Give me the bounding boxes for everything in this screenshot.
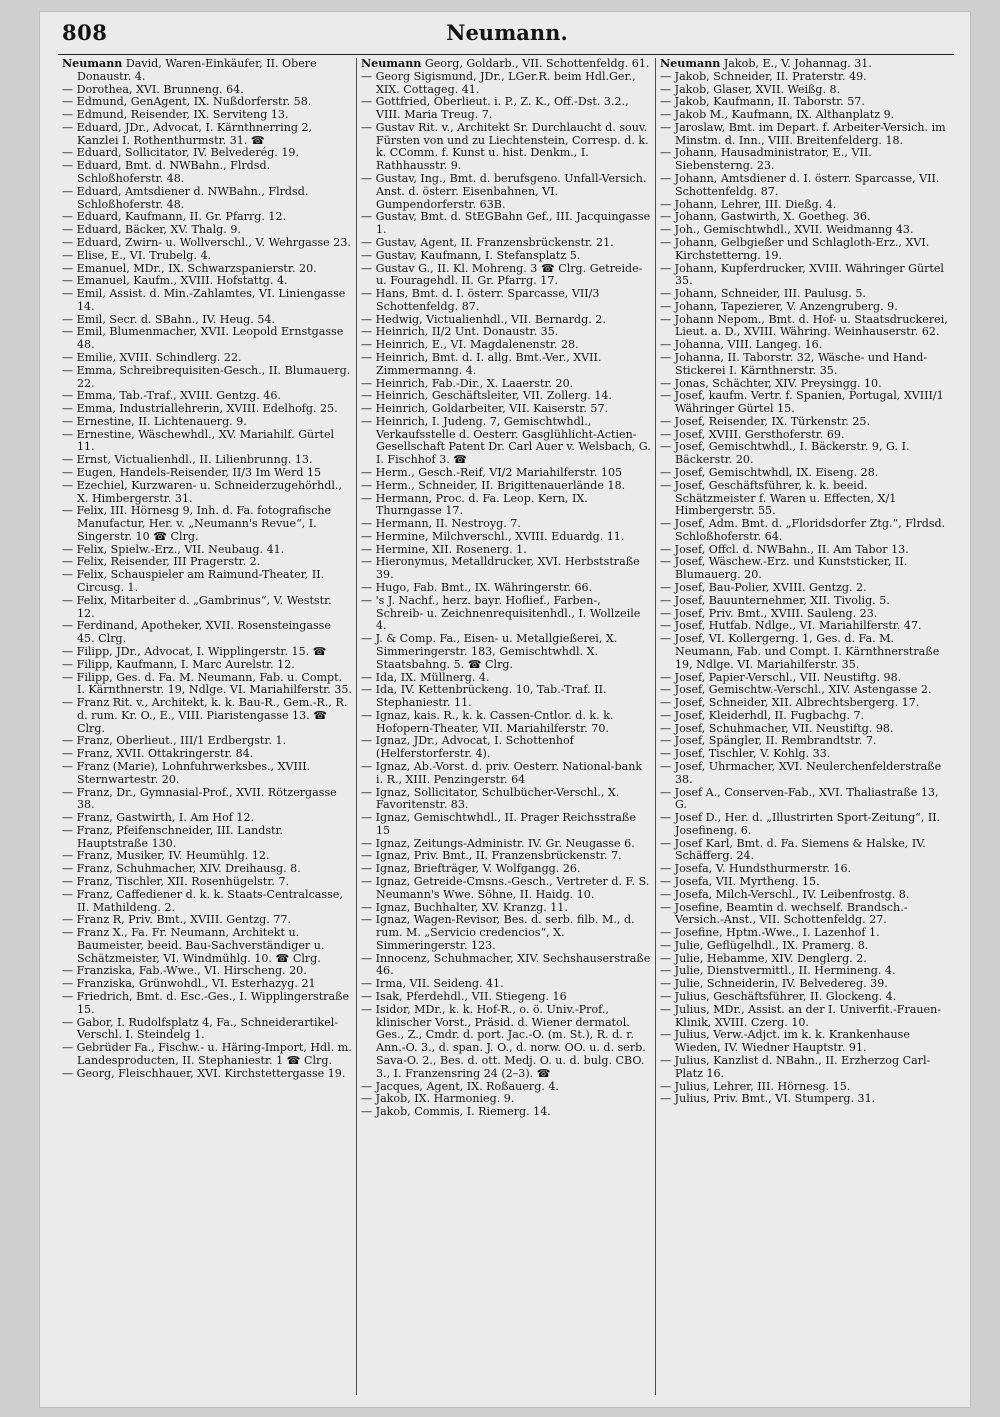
directory-entry <box>361 735 651 761</box>
entry-text: — Felix, Spielw.-Erz., VII. Neubaug. 41. <box>62 542 285 556</box>
entry-text: — Hans, Bmt. d. I. österr. Sparcasse, VII/3 Schottenfeldg. 87. <box>361 287 600 313</box>
entry-text: — Friedrich, Bmt. d. Esc.-Ges., I. Wipplingerstraße 15. <box>62 990 350 1016</box>
entry-text: — Josef, Geschäftsführer, k. k. beeid. Schätzmeister f. Waren u. Effecten, X/1 Himbergerstr. 55. <box>660 478 897 518</box>
directory-entry <box>62 429 352 455</box>
directory-entry <box>62 186 352 212</box>
directory-entry <box>660 122 950 148</box>
entry-text: — Julius, Kanzlist d. NBahn., II. Erzherzog Carl-Platz 16. <box>660 1053 931 1080</box>
entry-text: — Josef, kaufm. Vertr. f. Spanien, Portugal, XVIII/1 Währinger Gürtel 15. <box>660 389 944 416</box>
entry-text: — Hermann, Proc. d. Fa. Leop. Kern, IX. Thurngasse 17. <box>361 491 588 518</box>
entry-text: — Josef, Uhrmacher, XVI. Neulerchenfelderstraße 38. <box>660 759 942 786</box>
directory-entry <box>62 889 352 915</box>
entry-text: — Ignaz, Gemischtwhdl., II. Prager Reichsstraße 15 <box>361 811 636 837</box>
directory-entry <box>660 1093 950 1106</box>
entry-text: — Isak, Pferdehdl., VII. Stiegeng. 16 <box>361 990 567 1004</box>
entry-text: — Franz X., Fa. Fr. Neumann, Architekt u. Baumeister, beeid. Bau-Sachverständiger u. Schätzmeister, VI. Windmühlg. 10. ☎ Clrg. <box>62 926 325 965</box>
entry-text: — Gebrüder Fa., Fischw.- u. Häring-Import, Hdl. m. Landesproducten, II. Stephaniestr. 1 ☎ Clrg. <box>62 1041 352 1067</box>
directory-entry <box>62 122 352 148</box>
directory-page <box>40 12 970 1407</box>
entry-text: — Franz R, Priv. Bmt., XVIII. Gentzg. 77. <box>62 913 291 927</box>
entry-text: — Georg Sigismund, JDr., LGer.R. beim Hdl.Ger., XIX. Cottageg. 41. <box>361 69 636 96</box>
entry-text: — Emil, Blumenmacher, XVII. Leopold Ernstgasse 48. <box>62 325 344 352</box>
entry-text: — Franz, Caffediener d. k. k. Staats-Centralcasse, II. Mathildeng. 2. <box>62 887 343 914</box>
directory-entry <box>62 58 352 84</box>
directory-entry <box>361 787 651 813</box>
entry-text: — Elise, E., VI. Trubelg. 4. <box>62 248 212 262</box>
entry-text: — Georg, Fleischhauer, XVI. Kirchstettergasse 19. <box>62 1066 346 1080</box>
entry-text: — Ignaz, Ab.-Vorst. d. priv. Oesterr. National-bank i. R., XIII. Penzingerstr. 64 <box>361 759 643 786</box>
entry-text: — Josef, Gemischtwhdl., I. Bäckerstr. 9, G. I. Bäckerstr. 20. <box>660 440 910 467</box>
entry-text: — Josef, Bau-Polier, XVIII. Gentzg. 2. <box>660 581 867 595</box>
directory-entry <box>660 1029 950 1055</box>
entry-text: — Josef, XVIII. Gersthoferstr. 69. <box>660 427 845 441</box>
running-head: Neumann. <box>446 20 568 45</box>
directory-entry <box>361 914 651 952</box>
directory-entry <box>660 441 950 467</box>
directory-entry <box>62 365 352 391</box>
entry-text: — Josef, Tischler, V. Kohlg. 33. <box>660 747 831 761</box>
entry-text: — Johann Nepom., Bmt. d. Hof- u. Staatsdruckerei, Lieut. a. D., XVIII. Währing. Weinhauserstr. 62. <box>660 312 948 339</box>
page-number: 808 <box>62 20 108 45</box>
directory-entry <box>660 556 950 582</box>
entry-text: — Eduard, Zwirn- u. Wollverschl., V. Wehrgasse 23. <box>62 235 351 249</box>
entry-text: — Felix, Mitarbeiter d. „Gambrinus“, V. Weststr. 12. <box>62 593 332 620</box>
directory-entry <box>660 812 950 838</box>
entry-text: — Irma, VII. Seideng. 41. <box>361 977 504 991</box>
entry-text: — Johanna, VIII. Langeg. 16. <box>660 338 823 352</box>
directory-entry <box>361 173 651 211</box>
entry-text: — Franz, Gastwirth, I. Am Hof 12. <box>62 811 255 825</box>
entry-text: — Josef, Offcl. d. NWBahn., II. Am Tabor 13. <box>660 542 909 556</box>
entry-text: — Franziska, Fab.-Wwe., VI. Hirscheng. 20. <box>62 964 307 978</box>
entry-text: — Ignaz, kais. R., k. k. Cassen-Cntlor. d. k. k. Hofopern-Theater, VII. Mariahilferstr. 70. <box>361 708 614 735</box>
entry-text: — Josef, Reisender, IX. Türkenstr. 25. <box>660 414 870 428</box>
entry-text: — Felix, Schauspieler am Raimund-Theater, II. Circusg. 1. <box>62 568 325 595</box>
entry-text: — Edmund, Reisender, IX. Serviteng 13. <box>62 108 289 122</box>
entry-text: — Filipp, Ges. d. Fa. M. Neumann, Fab. u. Compt. I. Kärnthnerstr. 19, Ndlge. VI. Mariahilferstr. 35. <box>62 670 352 697</box>
entry-text: — Franz, Dr., Gymnasial-Prof., XVII. Rötzergasse 38. <box>62 785 337 812</box>
directory-entry <box>660 352 950 378</box>
entry-text: — Josef D., Her. d. „Illustrirten Sport-Zeitung“, II. Josefineng. 6. <box>660 811 941 837</box>
entry-text: — Emanuel, MDr., IX. Schwarzspanierstr. 20. <box>62 261 317 275</box>
entry-text: — Gustav, Agent, II. Franzensbrückenstr. 21. <box>361 235 614 249</box>
directory-entry <box>62 1068 352 1081</box>
entry-text: — Josefine, Beamtin d. wechself. Brandsch.-Versich.-Anst., VII. Schottenfeldg. 27. <box>660 900 908 927</box>
directory-entry <box>361 352 651 378</box>
entry-text: — Franziska, Grünwohdl., VI. Esterhazyg. 21 <box>62 977 316 991</box>
entry-text: Jakob, E., V. Johannag. 31. <box>723 58 872 70</box>
directory-entry <box>361 122 651 173</box>
entry-text: — Julius, MDr., Assist. an der I. Univerfit.-Frauen-Klinik, XVIII. Czerg. 10. <box>660 1002 942 1029</box>
directory-entry <box>660 787 950 813</box>
entry-text: — Josef, Bauunternehmer, XII. Tivolig. 5. <box>660 593 890 607</box>
directory-entry <box>62 326 352 352</box>
entry-text: — Ignaz, Sollicitator, Schulbücher-Verschl., X. Favoritenstr. 83. <box>361 785 620 812</box>
entry-text: — Heinrich, II/2 Unt. Donaustr. 35. <box>361 325 559 339</box>
entry-text: — Dorothea, XVI. Brunneng. 64. <box>62 82 244 96</box>
entry-text: — Eduard, JDr., Advocat, I. Kärnthnerring 2, Kanzlei I. Rothenthurmstr. 31. ☎ <box>62 120 313 147</box>
entry-text: — Ignaz, JDr., Advocat, I. Schottenhof (Helferstorferstr. 4). <box>361 734 574 761</box>
entry-text: — Franz (Marie), Lohnfuhrwerksbes., XVIII. Sternwartestr. 20. <box>62 759 311 786</box>
directory-columns <box>58 58 954 1395</box>
entry-text: — Emma, Industriallehrerin, XVIII. Edelhofg. 25. <box>62 402 338 416</box>
directory-entry <box>62 825 352 851</box>
header-rule <box>58 54 954 55</box>
directory-entry <box>660 237 950 263</box>
directory-entry <box>62 569 352 595</box>
directory-entry <box>660 263 950 289</box>
directory-entry <box>361 1106 651 1119</box>
entry-text: — Eduard, Bmt. d. NWBahn., Flrdsd. Schloßhoferstr. 48. <box>62 159 271 186</box>
entry-text: — Josefa, Milch-Verschl., IV. Leibenfrostg. 8. <box>660 887 910 901</box>
entry-text: — Josef, Papier-Verschl., VII. Neustiftg. 98. <box>660 670 902 684</box>
entry-text: — Franz, Musiker, IV. Heumühlg. 12. <box>62 849 270 863</box>
entry-text: — Ferdinand, Apotheker, XVII. Rosensteingasse 45. Clrg. <box>62 619 331 646</box>
directory-entry <box>361 211 651 237</box>
entry-text: — Josefa, V. Hundsthurmerstr. 16. <box>660 862 852 876</box>
entry-text: — Franz, Oberlieut., III/1 Erdbergstr. 1. <box>62 734 287 748</box>
entry-text: — Heinrich, E., VI. Magdalenenstr. 28. <box>361 338 579 352</box>
entry-text: — Gustav, Kaufmann, I. Stefansplatz 5. <box>361 248 581 262</box>
entry-text: — Hieronymus, Metalldrucker, XVI. Herbststraße 39. <box>361 555 640 582</box>
directory-entry <box>361 876 651 902</box>
entry-text: — 's J. Nachf., herz. bayr. Hoflief., Farben-, Schreib- u. Zeichnenrequisitenhdl., I. Wollzeile 4. <box>361 593 641 633</box>
entry-text: — Ignaz, Getreide-Cmsns.-Gesch., Vertreter d. F. S. Neumann's Wwe. Söhne, II. Haidg. 10. <box>361 875 650 901</box>
directory-entry <box>361 71 651 97</box>
entry-text: — Hugo, Fab. Bmt., IX. Währingerstr. 66. <box>361 581 593 595</box>
entry-text: — Julius, Lehrer, III. Hörnesg. 15. <box>660 1079 851 1093</box>
entry-text: — Felix, Reisender, III Pragerstr. 2. <box>62 555 261 569</box>
entry-text: — Josef, Schneider, XII. Albrechtsbergerg. 17. <box>660 696 920 710</box>
entry-text: — Josef, Priv. Bmt., XVIII. Sauleng. 23. <box>660 606 878 620</box>
directory-entry <box>361 761 651 787</box>
entry-surname: Neumann <box>62 58 123 70</box>
column-2 <box>357 58 656 1395</box>
entry-text: — Eduard, Kaufmann, II. Gr. Pfarrg. 12. <box>62 210 287 224</box>
directory-entry <box>361 416 651 467</box>
entry-text: — Gustav G., II. Kl. Mohreng. 3 ☎ Clrg. Getreide- u. Fouragehdl. II. Gr. Pfarrg. 17. <box>361 261 643 288</box>
entry-text: — Jakob, Schneider, II. Praterstr. 49. <box>660 69 867 83</box>
directory-entry <box>62 927 352 965</box>
entry-text: — Filipp, Kaufmann, I. Marc Aurelstr. 12. <box>62 657 295 671</box>
entry-text: — Ernestine, Wäschewhdl., XV. Mariahilf. Gürtel 11. <box>62 427 335 454</box>
entry-text: — Johann, Tapezierer, V. Anzengruberg. 9. <box>660 299 898 313</box>
entry-text: — Josef, Spängler, II. Rembrandtstr. 7. <box>660 734 877 748</box>
entry-text: — Emanuel, Kaufm., XVIII. Hofstattg. 4. <box>62 274 288 288</box>
directory-entry <box>361 812 651 838</box>
entry-text: — Jaroslaw, Bmt. im Depart. f. Arbeiter-Versich. im Minstm. d. Inn., VIII. Breitenfelderg. 18. <box>660 120 946 147</box>
directory-entry <box>62 1042 352 1068</box>
entry-text: — Hermann, II. Nestroyg. 7. <box>361 517 521 531</box>
entry-text: Georg, Goldarb., VII. Schottenfeldg. 61. <box>424 58 650 70</box>
entry-text: — Johanna, II. Taborstr. 32, Wäsche- und Hand-Stickerei I. Kärnthnerstr. 35. <box>660 350 928 377</box>
entry-text: — Jakob, Commis, I. Riemerg. 14. <box>361 1105 551 1119</box>
entry-text: — Gustav, Ing., Bmt. d. berufsgeno. Unfall-Versich. Anst. d. österr. Eisenbahnen, VI. Gumpendorferstr. 63B. <box>361 172 647 211</box>
directory-entry <box>62 1017 352 1043</box>
directory-entry <box>361 953 651 979</box>
entry-text: — Franz, Schuhmacher, XIV. Dreihausg. 8. <box>62 862 301 876</box>
entry-text: — Josef, Adm. Bmt. d. „Floridsdorfer Ztg.“, Flrdsd. Schloßhoferstr. 64. <box>660 517 946 543</box>
entry-text: — Emma, Tab.-Traf., XVIII. Gentzg. 46. <box>62 389 281 403</box>
entry-text: — Hermine, XII. Rosenerg. 1. <box>361 542 527 556</box>
entry-text: — Hermine, Milchverschl., XVIII. Eduardg. 11. <box>361 529 625 543</box>
entry-text: — Heinrich, Bmt. d. I. allg. Bmt.-Ver., XVII. Zimmermanng. 4. <box>361 350 602 377</box>
entry-text: — Hedwig, Victualienhdl., VII. Bernardg. 2. <box>361 312 606 326</box>
directory-entry <box>361 556 651 582</box>
entry-text: — Ida, IX. Müllnerg. 4. <box>361 670 490 684</box>
directory-entry <box>660 480 950 518</box>
page-header <box>62 18 952 58</box>
entry-text: — Johann, Gastwirth, X. Goetheg. 36. <box>660 210 871 224</box>
entry-text: — Franz, XVII. Ottakringerstr. 84. <box>62 747 254 761</box>
entry-text: — Julie, Schneiderin, IV. Belvedereg. 39. <box>660 977 888 991</box>
entry-text: — Julie, Dienstvermittl., II. Hermineng. 4. <box>660 964 896 978</box>
directory-entry <box>62 761 352 787</box>
entry-text: — Johann, Lehrer, III. Dießg. 4. <box>660 197 837 211</box>
directory-entry <box>62 620 352 646</box>
entry-text: — Josef, Schuhmacher, VII. Neustiftg. 98. <box>660 721 894 735</box>
directory-entry <box>62 288 352 314</box>
entry-text: — Ignaz, Wagen-Revisor, Bes. d. serb. filb. M., d. rum. M. „Servicio credencios“, X. Simmeringerstr. 123. <box>361 913 635 952</box>
entry-text: — Emma, Schreibrequisiten-Gesch., II. Blumauerg. 22. <box>62 363 351 390</box>
entry-text: David, Waren-Einkäufer, II. Obere Donaustr. 4. <box>77 58 317 83</box>
entry-text: — Johann, Schneider, III. Paulusg. 5. <box>660 287 866 301</box>
directory-entry <box>660 314 950 340</box>
entry-text: — Gabor, I. Rudolfsplatz 4, Fa., Schneiderartikel-Verschl. I. Steindelg 1. <box>62 1015 339 1042</box>
entry-text: — Herm., Schneider, II. Brigittenauerlände 18. <box>361 478 626 492</box>
entry-text: — Heinrich, Geschäftsleiter, VII. Zollerg. 14. <box>361 389 612 403</box>
entry-text: — Jacques, Agent, IX. Roßauerg. 4. <box>361 1079 559 1093</box>
directory-entry <box>660 1055 950 1081</box>
entry-surname: Neumann <box>660 58 721 70</box>
entry-text: — Herm., Gesch.-Reif, VI/2 Mariahilferstr. 105 <box>361 466 623 479</box>
entry-text: — Josef A., Conserven-Fab., XVI. Thaliastraße 13, G. <box>660 785 939 812</box>
directory-entry <box>361 710 651 736</box>
entry-text: — Ignaz, Briefträger, V. Wolfgangg. 26. <box>361 862 581 876</box>
directory-entry <box>62 595 352 621</box>
entry-text: — Franz, Tischler, XII. Rosenhügelstr. 7. <box>62 875 290 888</box>
entry-text: — Jonas, Schächter, XIV. Preysingg. 10. <box>660 376 882 390</box>
entry-text: — Julius, Verw.-Adjct. im k. k. Krankenhause Wieden, IV. Wiedner Hauptstr. 91. <box>660 1028 910 1055</box>
entry-text: — Franz Rit. v., Architekt, k. k. Bau-R., Gem.-R., R. d. rum. Kr. O., E., VIII. Piaristengasse 13. ☎ Clrg. <box>62 696 348 735</box>
directory-entry <box>660 761 950 787</box>
entry-text: — Innocenz, Schuhmacher, XIV. Sechshauserstraße 46. <box>361 951 651 978</box>
entry-text: — Johann, Kupferdrucker, XVIII. Währinger Gürtel 35. <box>660 261 944 288</box>
directory-entry <box>361 595 651 633</box>
entry-text: — Ezechiel, Kurzwaren- u. Schneiderzugehörhdl., X. Himbergerstr. 31. <box>62 478 342 505</box>
directory-entry <box>361 96 651 122</box>
directory-entry <box>361 288 651 314</box>
entry-text: — Julius, Geschäftsführer, II. Glockeng. 4. <box>660 990 897 1004</box>
directory-entry <box>361 633 651 671</box>
entry-text: — Julie, Geflügelhdl., IX. Pramerg. 8. <box>660 938 869 952</box>
entry-text: — Ignaz, Buchhalter, XV. Kranzg. 11. <box>361 900 568 914</box>
entry-text: — Julius, Priv. Bmt., VI. Stumperg. 31. <box>660 1092 876 1106</box>
directory-entry <box>62 505 352 543</box>
directory-entry <box>361 684 651 710</box>
entry-text: — Josef, Gemischtwhdl, IX. Eiseng. 28. <box>660 466 879 479</box>
entry-text: — Johann, Gelbgießer und Schlagloth-Erz., XVI. Kirchstetterng. 19. <box>660 235 930 262</box>
entry-text: — Ernestine, II. Lichtenauerg. 9. <box>62 414 247 428</box>
entry-text: — Josef, Wäschew.-Erz. und Kunststicker, II. Blumauerg. 20. <box>660 555 908 582</box>
entry-text: — Josefine, Hptm.-Wwe., I. Lazenhof 1. <box>660 926 880 940</box>
directory-entry <box>660 633 950 671</box>
entry-surname: Neumann <box>361 58 422 70</box>
entry-text: — Josef, Kleiderhdl, II. Fugbachg. 7. <box>660 708 865 722</box>
directory-entry <box>660 838 950 864</box>
entry-text: — Heinrich, I. Judeng. 7, Gemischtwhdl., Verkaufsstelle d. Oesterr. Gasglühlicht-Actien-Gesellschaft Patent Dr. Carl Auer v. Welsbach, G. I. Fischhof 3. ☎ <box>361 414 651 467</box>
entry-text: — Ernst, Victualienhdl., II. Lilienbrunng. 13. <box>62 453 313 467</box>
column-3 <box>656 58 954 1395</box>
entry-text: — Johann, Hausadministrator, E., VII. Siebensterng. 23. <box>660 146 872 173</box>
entry-text: — Eduard, Bäcker, XV. Thalg. 9. <box>62 223 241 237</box>
directory-entry <box>62 672 352 698</box>
entry-text: — Heinrich, Goldarbeiter, VII. Kaiserstr. 57. <box>361 402 609 416</box>
directory-entry <box>361 263 651 289</box>
entry-text: — Ignaz, Zeitungs-Administr. IV. Gr. Neugasse 6. <box>361 836 635 850</box>
entry-text: — Edmund, GenAgent, IX. Nußdorferstr. 58. <box>62 95 312 109</box>
directory-entry <box>660 147 950 173</box>
entry-text: — Josef, VI. Kollergerng. 1, Ges. d. Fa. M. Neumann, Fab. und Compt. I. Kärnthnerstraße 19, Ndlge. VI. Mariahilferstr. 35. <box>660 632 940 671</box>
entry-text: — Joh., Gemischtwhdl., XVII. Weidmanng 43. <box>660 223 914 237</box>
entry-text: — Felix, III. Hörnesg 9, Inh. d. Fa. fotografische Manufactur, Her. v. „Neumann's Revue“, I. Singerstr. 10 ☎ Clrg. <box>62 504 332 543</box>
entry-text: — Gustav Rit. v., Architekt Sr. Durchlaucht d. souv. Fürsten von und zu Liechtenstein, Corresp. d. k. k. CComm. f. Kunst u. hist. Denkm., I. Rathhausstr. 9. <box>361 120 649 173</box>
entry-text: — Eduard, Sollicitator, IV. Belvederég. 19. <box>62 146 300 160</box>
directory-entry <box>660 518 950 544</box>
directory-entry <box>361 493 651 519</box>
entry-text: — Isidor, MDr., k. k. Hof-R., o. ö. Univ.-Prof., klinischer Vorst., Präsid. d. Wiener dermatol. Ges., Z., Cmdr. d. port. Jac.-O. (m. St.), R. d. r. Ann.-O. 3., d. span. J. O., d. norw. OO. u. d. serb. Sava-O. 2., Bes. d. ott. Medj. O. u. d. bulg. CBO. 3., I. Franzensring 24 (2–3). ☎ <box>361 1002 646 1080</box>
entry-text: — J. & Comp. Fa., Eisen- u. Metallgießerei, X. Simmeringerstr. 183, Gemischtwhdl. X. Staatsbahng. 5. ☎ Clrg. <box>361 632 618 671</box>
entry-text: — Gustav, Bmt. d. StEGBahn Gef., III. Jacquingasse 1. <box>361 210 651 237</box>
entry-text: — Josef Karl, Bmt. d. Fa. Siemens & Halske, IV. Schäfferg. 24. <box>660 836 926 863</box>
entry-text: — Ida, IV. Kettenbrückeng. 10, Tab.-Traf. II. Stephaniestr. 11. <box>361 683 607 710</box>
directory-entry <box>62 480 352 506</box>
entry-text: — Heinrich, Fab.-Dir., X. Laaerstr. 20. <box>361 376 574 390</box>
entry-text: — Jakob, IX. Harmonieg. 9. <box>361 1092 515 1106</box>
entry-text: — Emil, Secr. d. SBahn., IV. Heug. 54. <box>62 312 275 326</box>
directory-entry <box>660 1004 950 1030</box>
directory-entry <box>660 902 950 928</box>
entry-text: — Emil, Assist. d. Min.-Zahlamtes, VI. Liniengasse 14. <box>62 287 346 313</box>
entry-text: — Gottfried, Oberlieut. i. P., Z. K., Off.-Dst. 3.2., VIII. Maria Treug. 7. <box>361 95 629 122</box>
entry-text: — Josefa, VII. Myrtheng. 15. <box>660 875 820 888</box>
entry-text: — Ignaz, Priv. Bmt., II. Franzensbrückenstr. 7. <box>361 849 622 863</box>
directory-entry <box>62 991 352 1017</box>
directory-entry <box>62 787 352 813</box>
entry-text: — Emilie, XVIII. Schindlerg. 22. <box>62 350 242 364</box>
entry-text: — Eugen, Handels-Reisender, II/3 Im Werd 15 <box>62 466 322 479</box>
directory-entry <box>62 160 352 186</box>
entry-text: — Franz, Pfeifenschneider, III. Landstr. Hauptstraße 130. <box>62 823 284 850</box>
directory-entry <box>660 173 950 199</box>
entry-text: — Jakob, Kaufmann, II. Taborstr. 57. <box>660 95 865 109</box>
entry-text: — Eduard, Amtsdiener d. NWBahn., Flrdsd. Schloßhoferstr. 48. <box>62 184 309 211</box>
column-1 <box>58 58 357 1395</box>
entry-text: — Josef, Hutfab. Ndlge., VI. Mariahilferstr. 47. <box>660 619 922 633</box>
entry-text: — Jakob M., Kaufmann, IX. Althanplatz 9. <box>660 108 895 122</box>
entry-text: — Filipp, JDr., Advocat, I. Wipplingerstr. 15. ☎ <box>62 644 327 658</box>
directory-entry <box>361 1004 651 1081</box>
directory-entry <box>660 390 950 416</box>
entry-text: — Josef, Gemischtw.-Verschl., XIV. Astengasse 2. <box>660 683 932 697</box>
directory-entry <box>62 697 352 735</box>
entry-text: — Johann, Amtsdiener d. I. österr. Sparcasse, VII. Schottenfeldg. 87. <box>660 172 940 198</box>
entry-text: — Julie, Hebamme, XIV. Denglerg. 2. <box>660 951 867 965</box>
entry-text: — Jakob, Glaser, XVII. Weißg. 8. <box>660 82 841 96</box>
